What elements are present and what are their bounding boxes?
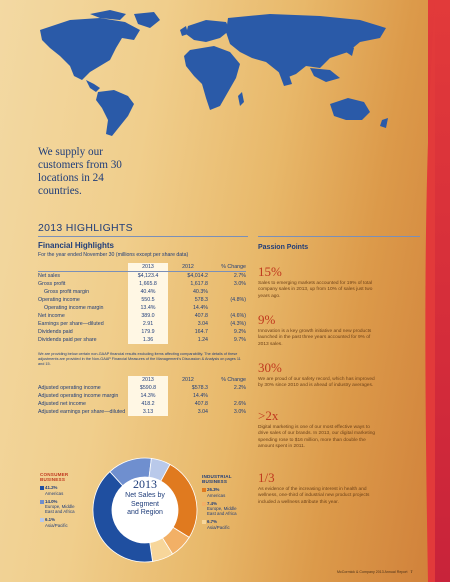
industrial-item [202, 519, 250, 529]
adjusted-cell-label: Adjusted net income [38, 401, 86, 407]
adjusted-cell-change: 2.2% [233, 385, 246, 391]
financial-row [38, 328, 246, 336]
adjusted-cell-change: 3.0% [233, 409, 246, 415]
adjusted-cell-y2013: 14.3% [128, 392, 168, 400]
header-blank [38, 263, 128, 272]
world-map [30, 8, 410, 143]
adj-header-blank [38, 376, 128, 384]
consumer-label-2: Europe, Middle East and Africa [45, 504, 75, 515]
financial-cell-y2012: 3.04 [197, 321, 208, 327]
passion-divider [258, 236, 420, 237]
financial-cell-y2013: 1.36 [128, 336, 168, 344]
header-change: % Change [221, 264, 246, 270]
consumer-label-3: Asia/Pacific [45, 522, 68, 528]
financial-cell-y2013: 550.5 [128, 296, 168, 304]
adjusted-cell-y2012: 407.8 [194, 401, 208, 407]
passion-text-2: Innovation is a key growth initiative and new products launched in the past three years accounted for 9% of 2013 sales. [258, 329, 372, 347]
adjusted-cell-change [208, 392, 246, 400]
page-number: 7 [410, 570, 413, 574]
financial-cell-label: Operating income margin [44, 305, 104, 311]
adjusted-results-table [38, 376, 246, 416]
financial-cell-y2013: 179.9 [128, 328, 168, 336]
financial-cell-change: 3.0% [233, 281, 246, 287]
financial-cell-change: (4.8%) [230, 297, 246, 303]
industrial-label-1: Americas [207, 492, 226, 498]
financial-highlights-subheading: For the year ended November 30 (millions except per share data) [38, 252, 189, 258]
financial-cell-y2012: 40.3% [192, 289, 208, 295]
industrial-item [202, 487, 250, 497]
financial-highlights-heading: Financial Highlights [38, 241, 115, 250]
adjusted-cell-change: 2.6% [233, 401, 246, 407]
financial-row [38, 296, 246, 304]
section-divider [38, 236, 248, 237]
consumer-title-1: CONSUMER [40, 472, 69, 477]
financial-cell-y2013: 2.91 [128, 320, 168, 328]
header-2013: 2013 [128, 263, 168, 272]
financial-highlights-table [38, 263, 246, 344]
financial-cell-change: 9.7% [233, 337, 246, 343]
financial-cell-y2012: 407.8 [194, 313, 208, 319]
consumer-pct-3: 6.1% [45, 517, 56, 523]
passion-text-1: Sales to emerging markets accounted for 19% of total company sales in 2013, up from 10% of sales just two years ago. [258, 281, 373, 299]
footer-text: McCormick & Company 2013 Annual Report [337, 570, 408, 574]
financial-cell-y2012: 578.3 [194, 297, 208, 303]
financial-cell-change: (4.6%) [230, 313, 246, 319]
adjusted-cell-label: Adjusted operating income [38, 385, 101, 391]
financial-cell-change: 9.2% [233, 329, 246, 335]
donut-line-2: Segment [130, 500, 160, 508]
consumer-pct-1: 41.2% [45, 485, 58, 491]
adjusted-cell-y2013: 418.2 [128, 400, 168, 408]
passion-stat-5: 1/3 [258, 470, 275, 485]
financial-cell-y2012: 14.4% [192, 305, 208, 311]
financial-cell-y2013: 13.4% [128, 304, 168, 312]
adj-header-row [38, 376, 246, 384]
passion-text-5: As evidence of the increasing interest in health and wellness, one-third of industrial new product projects included a wellness attribute this year. [258, 487, 370, 505]
industrial-title-1: INDUSTRIAL [202, 474, 232, 479]
industrial-item [202, 501, 250, 517]
header-2012: 2012 [182, 264, 194, 270]
financial-cell-change [208, 288, 246, 296]
financial-row [38, 312, 246, 320]
industrial-legend [202, 474, 250, 530]
industrial-pct-3: 6.7% [207, 519, 218, 525]
financial-cell-label: Dividends paid per share [38, 337, 97, 343]
adjusted-cell-y2013: 3.13 [128, 408, 168, 416]
adjusted-row [38, 408, 246, 416]
non-gaap-note: We are providing below certain non-GAAP financial results excluding items affecting comparability. The details of these adjustments are provided in the Non-GAAP Financial Measures of the Management's Discussion & Analysis on pages 11 and 15. [38, 352, 241, 366]
section-title: 2013 HIGHLIGHTS [38, 222, 133, 234]
consumer-pct-2: 14.0% [45, 498, 58, 504]
adjusted-row [38, 400, 246, 408]
financial-cell-label: Gross profit margin [44, 289, 90, 295]
donut-year: 2013 [133, 477, 157, 491]
donut-line-3: and Region [127, 509, 163, 516]
financial-cell-label: Operating income [38, 297, 80, 303]
donut-line-1: Net Sales by [125, 492, 165, 499]
adjusted-row [38, 392, 246, 400]
financial-cell-label: Dividends paid [38, 329, 73, 335]
industrial-swatch-1 [202, 488, 206, 492]
financial-row [38, 304, 246, 312]
donut-caption [112, 477, 178, 518]
adj-header-change: % Change [221, 377, 246, 383]
passion-stat-3: 30% [258, 360, 282, 375]
adjusted-row [38, 384, 246, 392]
passion-text-3: We are proud of our safety record, which has improved by 30% since 2010 and is ahead of industry averages. [258, 377, 375, 389]
consumer-title-2: BUSINESS [40, 477, 66, 483]
financial-cell-y2012: $4,014.2 [187, 273, 208, 279]
consumer-label-1: Americas [45, 490, 64, 496]
table-header-row [38, 263, 246, 272]
industrial-pct-2: 7.4% [207, 500, 218, 506]
financial-cell-label: Gross profit [38, 281, 66, 287]
consumer-swatch-1 [40, 486, 44, 490]
adjusted-cell-y2012: 3.04 [197, 409, 208, 415]
adj-header-2013: 2013 [128, 376, 168, 384]
industrial-title-2: BUSINESS [202, 479, 228, 485]
consumer-legend [40, 472, 90, 528]
financial-cell-y2012: 164.7 [194, 329, 208, 335]
passion-stat-2: 9% [258, 312, 276, 327]
supply-statement: We supply our customers from 30 locations in 24 countries. [38, 146, 122, 197]
financial-row [38, 280, 246, 288]
industrial-swatch-2 [202, 502, 206, 506]
financial-cell-y2013: $4,123.4 [128, 272, 168, 281]
industrial-label-2: Europe, Middle East and Africa [207, 506, 237, 517]
page-footer [337, 570, 413, 574]
industrial-swatch-3 [202, 520, 206, 524]
financial-rows [38, 272, 246, 345]
financial-row [38, 288, 246, 296]
financial-row [38, 336, 246, 344]
passion-text-4: Digital marketing is one of our most effective ways to drive sales of our brands. In 2013, our digital marketing spending rose to $16 million, more than double the amount spent in 2011. [258, 425, 376, 450]
financial-row [38, 320, 246, 328]
adjusted-cell-y2012: $578.3 [191, 385, 208, 391]
industrial-label-3: Asia/Pacific [207, 524, 230, 530]
consumer-swatch-2 [40, 500, 44, 504]
financial-cell-change: 2.7% [233, 273, 246, 279]
consumer-item [40, 517, 90, 527]
financial-cell-y2013: 40.4% [128, 288, 168, 296]
consumer-item [40, 499, 90, 515]
adjusted-cell-y2012: 14.4% [192, 393, 208, 399]
financial-cell-change: (4.3%) [230, 321, 246, 327]
adjusted-rows [38, 384, 246, 416]
adjusted-cell-label: Adjusted earnings per share—diluted [38, 409, 126, 415]
industrial-pct-1: 26.3% [207, 487, 220, 493]
consumer-item [40, 485, 90, 495]
consumer-swatch-3 [40, 518, 44, 522]
financial-cell-label: Earnings per share—diluted [38, 321, 104, 327]
financial-cell-y2012: 1.24 [197, 337, 208, 343]
financial-cell-label: Net income [38, 313, 65, 319]
passion-points-title: Passion Points [258, 244, 309, 251]
financial-cell-label: Net sales [38, 273, 61, 279]
passion-stat-1: 15% [258, 264, 282, 279]
financial-row [38, 272, 246, 281]
financial-cell-y2012: 1,617.8 [190, 281, 208, 287]
adjusted-cell-y2013: $590.8 [128, 384, 168, 392]
adjusted-cell-label: Adjusted operating income margin [38, 393, 119, 399]
adj-header-2012: 2012 [182, 377, 194, 383]
financial-cell-y2013: 389.0 [128, 312, 168, 320]
passion-stat-4: >2x [258, 408, 279, 423]
financial-cell-change [208, 304, 246, 312]
financial-cell-y2013: 1,665.8 [128, 280, 168, 288]
